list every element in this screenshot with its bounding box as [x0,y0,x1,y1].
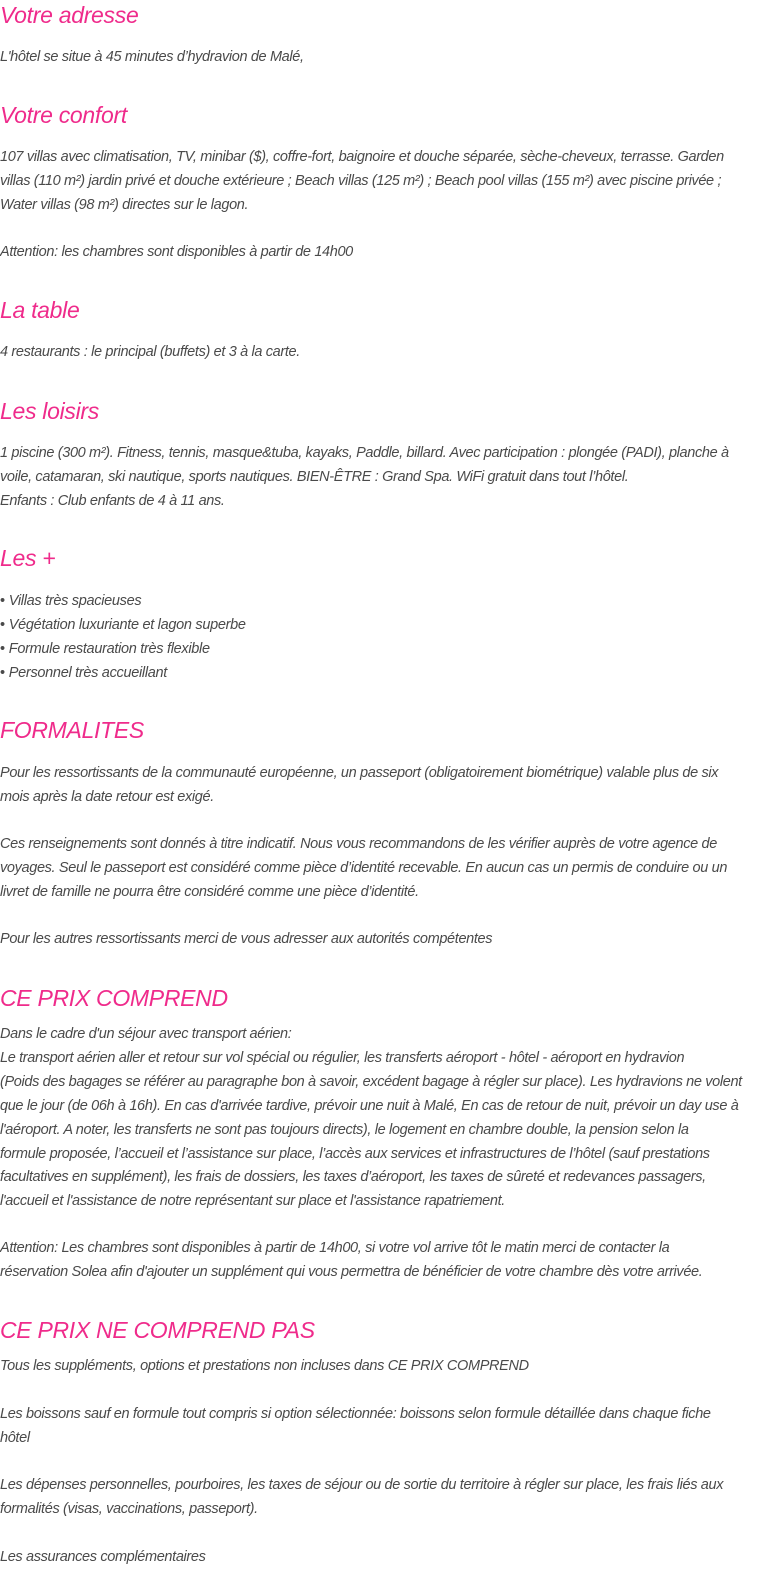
section-title-loisirs: Les loisirs [0,398,99,424]
table-text: 4 restaurants : le principal (buffets) et 3 à la carte. [0,344,300,360]
comprend-attention-line-2: réservation Solea afin d'ajouter un supplément qui vous permettra de bénéficier de votre chambre dès votre arrivée. [0,1264,703,1280]
ne-comprend-pas-p2-line-1: Les boissons sauf en formule tout compris si option sélectionnée: boissons selon formule détaillée dans chaque fiche [0,1406,711,1422]
ne-comprend-pas-p4: Les assurances complémentaires [0,1549,206,1565]
loisirs-line-2: voile, catamaran, ski nautique, sports nautiques. BIEN-ÊTRE : Grand Spa. WiFi gratuit dans tout l’hôtel. [0,469,629,485]
confort-line-3: Water villas (98 m²) directes sur le lagon. [0,197,249,213]
loisirs-line-1: 1 piscine (300 m²). Fitness, tennis, masque&tuba, kayaks, Paddle, billard. Avec participation : plongée (PADI), planche à [0,445,729,461]
ne-comprend-pas-p1: Tous les suppléments, options et prestations non incluses dans CE PRIX COMPREND [0,1358,529,1374]
highlight-item: • Villas très spacieuses [0,589,758,613]
comprend-line: Dans le cadre d'un séjour avec transport aérien: [0,1026,292,1042]
confort-line-2: villas (110 m²) jardin privé et douche extérieure ; Beach villas (125 m²) ; Beach pool villas (155 m²) avec piscine privée ; [0,173,722,189]
adresse-text: L'hôtel se situe à 45 minutes d’hydravion de Malé, [0,49,304,65]
ne-comprend-pas-p2-line-2: hôtel [0,1430,30,1446]
comprend-line: que le jour (de 06h à 16h). En cas d'arrivée tardive, prévoir une nuit à Malé, En cas de retour de nuit, prévoir un day use à [0,1098,739,1114]
formalites-p2-line-3: livret de famille ne pourra être considéré comme une pièce d’identité. [0,884,419,900]
formalites-p2-line-1: Ces renseignements sont donnés à titre indicatif. Nous vous recommandons de les vérifier auprès de votre agence de [0,836,717,852]
section-title-ne-comprend-pas: CE PRIX NE COMPREND PAS [0,1317,315,1343]
highlights-list [0,589,758,685]
section-title-adresse: Votre adresse [0,2,139,28]
comprend-line: formule proposée, l’accueil et l’assistance sur place, l’accès aux services et infrastructures de l’hôtel (sauf prestations [0,1146,710,1162]
formalites-p2-line-2: voyages. Seul le passeport est considéré comme pièce d’identité recevable. En aucun cas un permis de conduire ou un [0,860,728,876]
ne-comprend-pas-p3-line-1: Les dépenses personnelles, pourboires, les taxes de séjour ou de sortie du territoire à régler sur place, les frais liés aux [0,1477,724,1493]
comprend-line: l'aéroport. A noter, les transferts ne sont pas toujours directs), le logement en chambre double, la pension selon la [0,1122,689,1138]
ne-comprend-pas-p3-line-2: formalités (visas, vaccinations, passeport). [0,1501,258,1517]
highlight-item: • Formule restauration très flexible [0,637,758,661]
comprend-line: Le transport aérien aller et retour sur vol spécial ou régulier, les transferts aéroport - hôtel - aéroport en hydravion [0,1050,685,1066]
section-title-comprend: CE PRIX COMPREND [0,985,228,1011]
formalites-p3: Pour les autres ressortissants merci de vous adresser aux autorités compétentes [0,931,493,947]
confort-attention: Attention: les chambres sont disponibles à partir de 14h00 [0,244,353,260]
highlight-item: • Personnel très accueillant [0,661,758,685]
section-title-confort: Votre confort [0,102,127,128]
section-title-table: La table [0,297,80,323]
loisirs-line-3: Enfants : Club enfants de 4 à 11 ans. [0,493,225,509]
highlight-item: • Végétation luxuriante et lagon superbe [0,613,758,637]
confort-line-1: 107 villas avec climatisation, TV, minibar ($), coffre-fort, baignoire et douche séparée, sèche-cheveux, terrasse. Garden [0,149,724,165]
comprend-line: l'accueil et l'assistance de notre représentant sur place et l'assistance rapatriement. [0,1193,505,1209]
comprend-line: facultatives en supplément), les frais de dossiers, les taxes d’aéroport, les taxes de sûreté et redevances passagers, [0,1169,706,1185]
section-title-plus: Les + [0,545,56,571]
formalites-p1-line-1: Pour les ressortissants de la communauté européenne, un passeport (obligatoirement biométrique) valable plus de six [0,765,719,781]
comprend-line: (Poids des bagages se référer au paragraphe bon à savoir, excédent bagage à régler sur place). Les hydravions ne volent [0,1074,742,1090]
comprend-attention-line-1: Attention: Les chambres sont disponibles à partir de 14h00, si votre vol arrive tôt le matin merci de contacter la [0,1240,670,1256]
formalites-p1-line-2: mois après la date retour est exigé. [0,789,214,805]
section-title-formalites: FORMALITES [0,717,144,743]
